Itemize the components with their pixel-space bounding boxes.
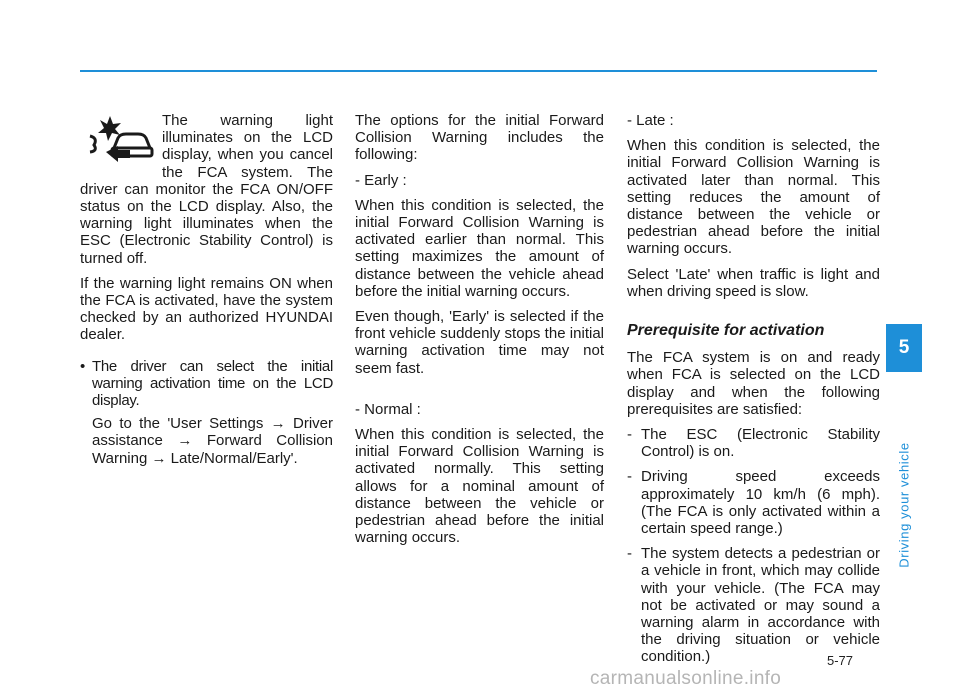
list-item-text: The ESC (Electronic Stability Control) is on. — [641, 426, 880, 461]
bullet-dot: • — [80, 357, 86, 375]
list-item-text: Driving speed exceeds approximately 10 km/h (6 mph). (The FCA is only activated within a certain speed range.) — [641, 468, 880, 538]
settings-path-paragraph: Go to the 'User Settings → Driver assistance → Forward Collision Warning → Late/Normal/Early'. — [92, 415, 333, 467]
bullet-text: The driver can select the initial warning activation time on the LCD display. — [92, 357, 333, 410]
list-item: - Driving speed exceeds approximately 10 km/h (6 mph). (The FCA is only activated within a certain speed range.) — [627, 468, 880, 538]
early-note: Even though, 'Early' is selected if the front vehicle suddenly stops the initial warning activation time may not seem fast. — [355, 308, 604, 377]
late-note: Select 'Late' when traffic is light and when driving speed is slow. — [627, 265, 880, 300]
prerequisite-intro: The FCA system is on and ready when FCA is selected on the LCD display and when the following prerequisites are satisfied: — [627, 349, 880, 418]
list-item-text: The system detects a pedestrian or a vehicle in front, which may collide with your vehicle. (The FCA may not be activated or may sound a warning alarm in accordance with the driving situation or vehicle condition.) — [641, 545, 880, 666]
chapter-title: Driving your vehicle — [896, 442, 912, 568]
early-description: When this condition is selected, the initial Forward Collision Warning is activated earlier than normal. This setting maximizes the amount of distance between the vehicle ahead before the initial warning occurs. — [355, 196, 604, 300]
late-description: When this condition is selected, the initial Forward Collision Warning is activated later than normal. This setting reduces the amount of distance between the vehicle or pedestrian ahead before the initial warning occurs. — [627, 137, 880, 258]
list-item: - The ESC (Electronic Stability Control) is on. — [627, 426, 880, 461]
page-number: 5-77 — [827, 653, 854, 668]
normal-description: When this condition is selected, the initial Forward Collision Warning is activated normally. This setting allows for a nominal amount of distance between the vehicle or pedestrian ahead before the initial warning occurs. — [355, 426, 604, 547]
warning-light-paragraph: The warning light illuminates on the LCD display, when you cancel the FCA system. The driver can monitor the FCA ON/OFF status on the LCD display. Also, the warning light illuminates when the ESC (Electronic Stability Control) is turned off. — [80, 112, 333, 267]
watermark: carmanualsonline.info — [590, 668, 782, 689]
normal-label: - Normal : — [355, 400, 421, 418]
bullet-item — [80, 358, 333, 410]
list-item: - The system detects a pedestrian or a vehicle in front, which may collide with your vehicle. (The FCA may not be activated or may sound a warning alarm in accordance with the driving situation or vehicle condition.) — [627, 545, 880, 666]
late-label: - Late : — [627, 112, 674, 129]
column-1 — [80, 112, 333, 475]
dealer-check-paragraph: If the warning light remains ON when the FCA is activated, have the system checked by an authorized HYUNDAI dealer. — [80, 274, 333, 344]
fca-warning-light-icon — [84, 114, 154, 169]
column-3 — [627, 112, 880, 674]
chapter-tab: 5 — [886, 324, 922, 372]
section-heading: Prerequisite for activation — [627, 322, 825, 340]
options-intro: The options for the initial Forward Collision Warning includes the following: — [355, 112, 604, 164]
early-label: - Early : — [355, 171, 407, 189]
column-2 — [355, 112, 604, 554]
header-rule — [80, 70, 877, 72]
